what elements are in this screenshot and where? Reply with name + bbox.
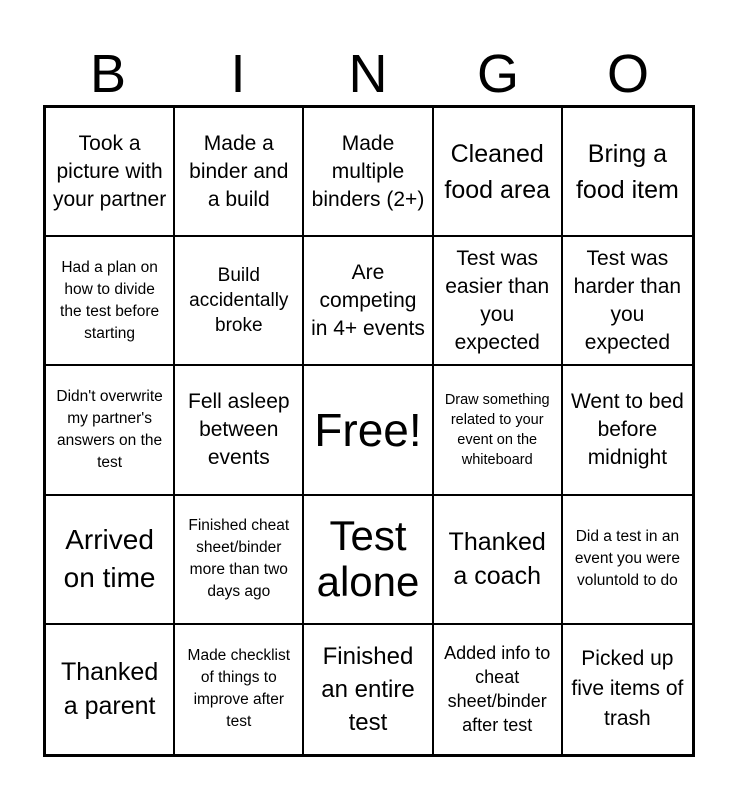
cell-text: Added info to cheat sheet/binder after test — [444, 643, 551, 736]
cell-text: Build accidentally broke — [189, 265, 289, 337]
bingo-cell-free[interactable] — [304, 366, 433, 495]
bingo-cell[interactable] — [46, 496, 175, 625]
cell-text: Didn't overwrite my partner's answers on the test — [56, 387, 163, 471]
bingo-cell[interactable] — [46, 237, 175, 366]
bingo-cell[interactable] — [175, 237, 304, 366]
bingo-cell[interactable] — [563, 625, 692, 754]
bingo-cell[interactable] — [304, 625, 433, 754]
cell-text: Bring a food item — [575, 139, 679, 204]
cell-text: Went to bed before midnight — [570, 389, 684, 469]
bingo-cell[interactable] — [563, 108, 692, 237]
cell-text: Cleaned food area — [444, 139, 551, 204]
cell-text: Free! — [314, 403, 422, 456]
cell-text: Made multiple binders (2+) — [311, 131, 425, 211]
bingo-cell[interactable] — [434, 496, 563, 625]
cell-text: Finished cheat sheet/binder more than two days ago — [188, 517, 290, 601]
cell-text: Made a binder and a build — [189, 131, 289, 211]
bingo-cell[interactable] — [175, 366, 304, 495]
bingo-cell[interactable] — [175, 625, 304, 754]
bingo-header — [43, 44, 693, 104]
cell-text: Test was easier than you expected — [445, 246, 550, 354]
cell-text: Finished an entire test — [321, 642, 415, 736]
bingo-cell[interactable] — [304, 496, 433, 625]
header-letter-b: B — [89, 44, 127, 104]
cell-text: Thanked a coach — [448, 528, 546, 591]
bingo-cell[interactable] — [46, 366, 175, 495]
cell-text: Test was harder than you expected — [573, 246, 682, 354]
bingo-cell[interactable] — [563, 366, 692, 495]
header-letter-i: I — [230, 44, 246, 104]
bingo-cell[interactable] — [434, 108, 563, 237]
bingo-cell[interactable] — [304, 108, 433, 237]
bingo-cell[interactable] — [175, 108, 304, 237]
bingo-cell[interactable] — [434, 237, 563, 366]
cell-text: Arrived on time — [63, 524, 156, 594]
bingo-cell[interactable] — [563, 237, 692, 366]
cell-text: Draw something related to your event on the whiteboard — [444, 391, 550, 468]
bingo-cell[interactable] — [434, 366, 563, 495]
cell-text: Fell asleep between events — [188, 389, 290, 469]
header-letter-n: N — [348, 44, 388, 104]
cell-text: Had a plan on how to divide the test before starting — [60, 258, 160, 342]
cell-text: Picked up five items of trash — [571, 647, 684, 731]
header-letter-g: G — [476, 44, 519, 104]
bingo-cell[interactable] — [46, 625, 175, 754]
cell-text: Did a test in an event you were voluntold to do — [574, 528, 680, 590]
cell-text: Thanked a parent — [60, 658, 159, 721]
bingo-cell[interactable] — [175, 496, 304, 625]
bingo-cell[interactable] — [46, 108, 175, 237]
cell-text: Test alone — [316, 512, 420, 606]
cell-text: Took a picture with your partner — [52, 131, 167, 211]
cell-text: Made checklist of things to improve after test — [187, 647, 291, 731]
bingo-cell[interactable] — [563, 496, 692, 625]
cell-text: Are competing in 4+ events — [311, 260, 425, 340]
header-letter-o: O — [606, 44, 649, 104]
bingo-cell[interactable] — [304, 237, 433, 366]
bingo-grid — [43, 105, 695, 757]
bingo-cell[interactable] — [434, 625, 563, 754]
